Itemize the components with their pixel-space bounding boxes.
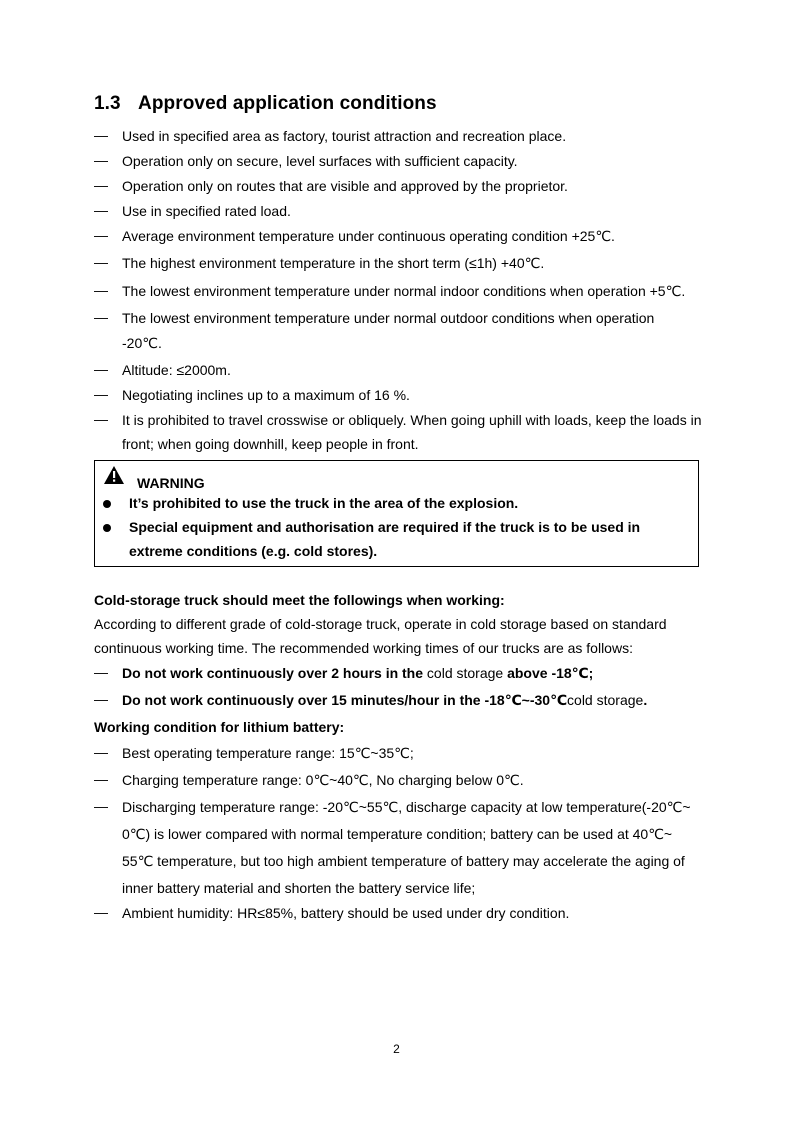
dash-marker: — bbox=[94, 664, 108, 680]
approved-item-3: Operation only on routes that are visible and approved by the proprietor. bbox=[122, 178, 568, 194]
approved-item-6: The highest environment temperature in the short term (≤1h) +40℃. bbox=[122, 255, 545, 271]
dash-marker: — bbox=[94, 202, 108, 218]
bullet-icon bbox=[103, 500, 111, 508]
lithium-heading: Working condition for lithium battery: bbox=[94, 719, 345, 735]
lithium-item-4: Ambient humidity: HR≤85%, battery should be used under dry condition. bbox=[122, 905, 570, 921]
warning-box bbox=[94, 460, 699, 567]
dash-marker: — bbox=[94, 691, 108, 707]
cold-storage-rule-1 bbox=[122, 665, 593, 682]
dash-marker: — bbox=[94, 152, 108, 168]
approved-item-8: The lowest environment temperature under normal outdoor conditions when operation bbox=[122, 310, 655, 326]
approved-item-9: Altitude: ≤2000m. bbox=[122, 362, 231, 378]
approved-item-2: Operation only on secure, level surfaces with sufficient capacity. bbox=[122, 153, 518, 169]
dash-marker: — bbox=[94, 904, 108, 920]
warning-item-1: It’s prohibited to use the truck in the area of the explosion. bbox=[129, 495, 519, 511]
dash-marker: — bbox=[94, 798, 108, 814]
cold-storage-heading: Cold-storage truck should meet the followings when working: bbox=[94, 592, 505, 608]
warning-item-2: Special equipment and authorisation are required if the truck is to be used in bbox=[129, 519, 641, 535]
bullet-icon bbox=[103, 524, 111, 532]
dash-marker: — bbox=[94, 227, 108, 243]
dash-marker: — bbox=[94, 127, 108, 143]
rule-1-part-2: cold storage bbox=[423, 665, 508, 681]
rule-2-part-1: Do not work continuously over 15 minutes/hour in the -18℃~-30℃ bbox=[122, 692, 568, 708]
approved-item-10: Negotiating inclines up to a maximum of 16 %. bbox=[122, 387, 410, 403]
dash-marker: — bbox=[94, 282, 108, 298]
approved-item-7: The lowest environment temperature under normal indoor conditions when operation +5℃. bbox=[122, 283, 686, 299]
rule-2-part-2: cold storage bbox=[567, 692, 644, 708]
section-title bbox=[94, 93, 437, 115]
lithium-item-3: Discharging temperature range: -20℃~55℃, discharge capacity at low temperature(-20℃~ bbox=[122, 799, 691, 815]
section-number: 1.3 bbox=[94, 93, 121, 114]
dash-marker: — bbox=[94, 177, 108, 193]
warning-triangle-icon bbox=[103, 465, 125, 485]
approved-item-1: Used in specified area as factory, tourist attraction and recreation place. bbox=[122, 128, 567, 144]
dash-marker: — bbox=[94, 744, 108, 760]
rule-2-part-3: . bbox=[643, 692, 648, 708]
dash-marker: — bbox=[94, 361, 108, 377]
dash-marker: — bbox=[94, 386, 108, 402]
lithium-item-2: Charging temperature range: 0℃~40℃, No charging below 0℃. bbox=[122, 772, 524, 788]
approved-item-11-continued: front; when going downhill, keep people in front. bbox=[122, 436, 419, 452]
dash-marker: — bbox=[94, 411, 108, 427]
warning-item-2-continued: extreme conditions (e.g. cold stores). bbox=[129, 543, 378, 559]
approved-item-4: Use in specified rated load. bbox=[122, 203, 291, 219]
approved-item-8-continued: -20℃. bbox=[122, 335, 162, 351]
rule-1-part-3: above -18℃; bbox=[507, 665, 594, 681]
lithium-item-3-continued-3: inner battery material and shorten the battery service life; bbox=[122, 880, 476, 896]
lithium-item-1: Best operating temperature range: 15℃~35℃; bbox=[122, 745, 414, 761]
approved-item-11: It is prohibited to travel crosswise or obliquely. When going uphill with loads, keep the loads in bbox=[122, 412, 702, 428]
approved-item-5: Average environment temperature under continuous operating condition +25℃. bbox=[122, 228, 615, 244]
warning-label: WARNING bbox=[137, 475, 205, 491]
dash-marker: — bbox=[94, 254, 108, 270]
lithium-item-3-continued-1: 0℃) is lower compared with normal temperature condition; battery can be used at 40℃~ bbox=[122, 826, 673, 842]
dash-marker: — bbox=[94, 309, 108, 325]
lithium-item-3-continued-2: 55℃ temperature, but too high ambient temperature of battery may accelerate the aging of bbox=[122, 853, 685, 869]
cold-storage-intro-2: continuous working time. The recommended working times of our trucks are as follows: bbox=[94, 640, 633, 656]
cold-storage-intro-1: According to different grade of cold-storage truck, operate in cold storage based on standard bbox=[94, 616, 667, 632]
dash-marker: — bbox=[94, 771, 108, 787]
cold-storage-rule-2 bbox=[122, 692, 647, 709]
page-number: 2 bbox=[393, 1042, 400, 1056]
rule-1-part-1: Do not work continuously over 2 hours in the bbox=[122, 665, 424, 681]
section-title-text: Approved application conditions bbox=[138, 93, 437, 114]
